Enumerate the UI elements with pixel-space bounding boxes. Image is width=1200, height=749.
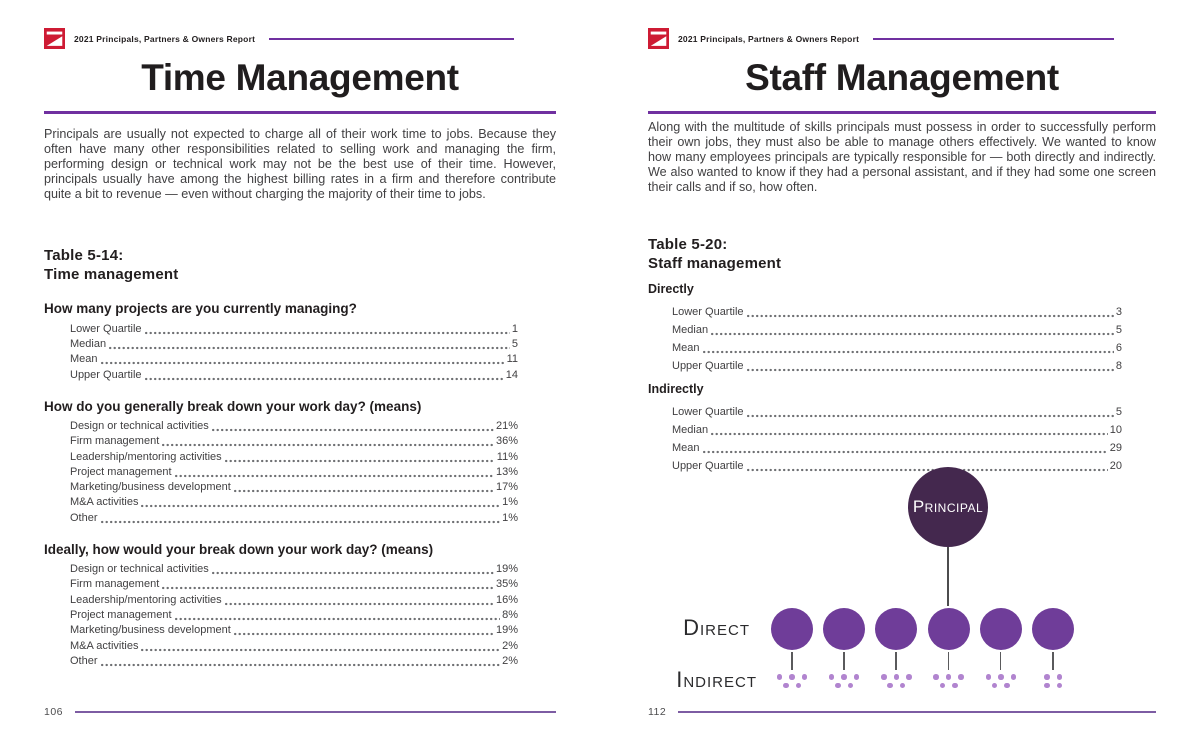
table-label: Table 5-14: xyxy=(44,247,124,265)
dot-leader xyxy=(212,570,494,575)
stat-value: 5 xyxy=(1115,405,1122,418)
stat-value: 36% xyxy=(495,435,518,448)
stat-label: Upper Quartile xyxy=(70,368,142,381)
indirect-cluster xyxy=(775,674,809,688)
indirect-cluster xyxy=(879,674,913,688)
brand-logo-icon xyxy=(648,28,669,49)
table-heading xyxy=(44,246,556,284)
stat-row xyxy=(70,320,518,335)
stat-row xyxy=(672,301,1122,319)
indirect-dot xyxy=(777,674,783,680)
dot-leader xyxy=(747,313,1114,318)
dot-leader xyxy=(101,662,501,667)
dot-leader xyxy=(141,647,500,652)
stat-value: 8% xyxy=(502,608,518,621)
report-brand: 2021 Principals, Partners & Owners Report xyxy=(678,33,860,44)
table-heading xyxy=(648,235,1156,273)
connector-line xyxy=(843,652,845,670)
dot-leader xyxy=(225,458,495,463)
stat-value: 11 xyxy=(506,353,518,366)
stat-value: 1 xyxy=(511,322,518,335)
stat-row xyxy=(70,653,518,668)
stat-value: 1% xyxy=(502,496,518,509)
stat-value: 5 xyxy=(511,338,518,351)
indirect-dot xyxy=(992,683,998,689)
indirect-dot xyxy=(906,674,912,680)
stat-label: Other xyxy=(70,511,98,524)
dot-leader xyxy=(162,585,494,590)
indirect-cluster xyxy=(1036,674,1070,688)
direct-label: Direct xyxy=(683,615,750,640)
stat-label: Median xyxy=(70,338,107,351)
question-section xyxy=(44,541,556,668)
stat-label: Marketing/business development xyxy=(70,481,231,494)
connector-line xyxy=(895,652,897,670)
stat-value: 6 xyxy=(1115,342,1122,355)
stat-row xyxy=(672,337,1122,355)
stat-row xyxy=(672,355,1122,373)
direct-node xyxy=(823,608,865,650)
stat-label: Mean xyxy=(672,342,700,355)
indirect-dot xyxy=(796,683,802,689)
stat-row xyxy=(70,637,518,652)
intro-paragraph: Along with the multitude of skills principals must possess in order to successfully perform their own jobs, they must also be able to manage others effectively. We wanted to know how many employees principals are typically responsible for — both directly and indirectly. We also wanted to know if they had a personal assistant, and if they had some one screen their calls and if so, how often. xyxy=(648,120,1156,195)
indirect-dot xyxy=(952,683,958,689)
dot-leader xyxy=(711,431,1108,436)
stat-row xyxy=(672,401,1122,419)
stat-value: 19% xyxy=(495,563,518,576)
dot-leader xyxy=(101,519,501,524)
stat-value: 16% xyxy=(495,593,518,606)
stat-value: 21% xyxy=(495,419,518,432)
stat-value: 2% xyxy=(502,654,518,667)
indirect-label: Indirect xyxy=(676,667,757,692)
stat-row xyxy=(70,622,518,637)
table-name: Staff management xyxy=(648,255,782,273)
indirect-dot xyxy=(986,674,992,680)
stat-value: 2% xyxy=(502,639,518,652)
indirect-dot xyxy=(900,683,906,689)
stat-value: 13% xyxy=(495,465,518,478)
table-label: Table 5-20: xyxy=(648,236,728,254)
stat-value: 10 xyxy=(1109,423,1122,436)
stat-label: Leadership/mentoring activities xyxy=(70,593,222,606)
page-number: 106 xyxy=(44,706,64,718)
stat-label: Firm management xyxy=(70,435,160,448)
header-rule xyxy=(269,38,514,40)
indirect-dot xyxy=(894,674,900,680)
stat-row xyxy=(70,607,518,622)
dot-leader xyxy=(101,360,505,365)
intro-paragraph: Principals are usually not expected to charge all of their work time to jobs. Because they often have many other responsibilities related to selling work and managing the firm, performing design or technical work may not be the best use of their time. However, principals usually have among the highest billing rates in a firm and therefore contribute quite a bit to revenue — even without charging the majority of their time to jobs. xyxy=(44,127,556,202)
dot-leader xyxy=(141,503,500,508)
stat-row xyxy=(70,433,518,448)
indirect-dot xyxy=(829,674,835,680)
stat-row xyxy=(672,319,1122,337)
connector-line xyxy=(791,652,793,670)
question-heading: Ideally, how would your break down your work day? (means) xyxy=(44,541,434,557)
question-heading: How many projects are you currently managing? xyxy=(44,301,357,317)
stat-value: 17% xyxy=(495,481,518,494)
dot-leader xyxy=(747,413,1114,418)
stat-row xyxy=(70,576,518,591)
stat-label: Project management xyxy=(70,465,172,478)
stat-label: M&A activities xyxy=(70,639,139,652)
stat-label: Leadership/mentoring activities xyxy=(70,450,222,463)
indirect-dot xyxy=(841,674,847,680)
stat-row xyxy=(70,448,518,463)
dot-leader xyxy=(747,367,1114,372)
indirect-cluster xyxy=(827,674,861,688)
stat-row xyxy=(70,561,518,576)
org-diagram xyxy=(600,459,1200,712)
stat-label: Upper Quartile xyxy=(672,360,744,373)
stat-label: Median xyxy=(672,423,709,436)
stat-label: Design or technical activities xyxy=(70,419,209,432)
direct-node xyxy=(980,608,1022,650)
principal-label: Principal xyxy=(912,497,984,516)
indirect-dot xyxy=(848,683,854,689)
page-header xyxy=(648,0,1156,49)
indirect-dot xyxy=(854,674,860,680)
stat-value: 5 xyxy=(1115,324,1122,337)
question-section xyxy=(44,300,556,381)
stat-label: Mean xyxy=(70,353,98,366)
dot-leader xyxy=(109,345,510,350)
title-rule xyxy=(44,111,556,114)
indirect-dot xyxy=(1044,683,1050,689)
stat-row xyxy=(70,366,518,381)
indirect-dot xyxy=(887,683,893,689)
title-rule xyxy=(648,111,1156,114)
stat-label: Firm management xyxy=(70,578,160,591)
indirect-dot xyxy=(1057,674,1063,680)
page-staff-management xyxy=(600,0,1200,749)
dot-leader xyxy=(225,601,494,606)
dot-leader xyxy=(145,376,504,381)
direct-node xyxy=(771,608,813,650)
stat-value: 8 xyxy=(1115,360,1122,373)
brand-logo-icon xyxy=(44,28,65,49)
question-heading: How do you generally break down your work day? (means) xyxy=(44,398,422,414)
stat-row xyxy=(672,419,1122,437)
group-heading: Directly xyxy=(648,282,694,297)
group-indirectly xyxy=(648,381,1156,473)
connector-line xyxy=(1052,652,1054,670)
stat-label: Mean xyxy=(672,441,700,454)
footer-rule xyxy=(678,711,1156,713)
stat-label: Lower Quartile xyxy=(672,306,744,319)
indirect-cluster xyxy=(984,674,1018,688)
stat-label: Upper Quartile xyxy=(672,459,744,472)
indirect-dot xyxy=(1044,674,1050,680)
dot-leader xyxy=(234,631,494,636)
stat-value: 11% xyxy=(496,450,518,463)
stat-label: Marketing/business development xyxy=(70,624,231,637)
table-name: Time management xyxy=(44,266,179,284)
indirect-dot xyxy=(946,674,952,680)
report-brand: 2021 Principals, Partners & Owners Report xyxy=(74,33,256,44)
stat-label: Lower Quartile xyxy=(672,405,744,418)
dot-leader xyxy=(162,442,494,447)
stat-value: 19% xyxy=(495,624,518,637)
indirect-dot xyxy=(1057,683,1063,689)
dot-leader xyxy=(703,449,1108,454)
stat-value: 29 xyxy=(1109,441,1122,454)
indirect-dot xyxy=(1004,683,1010,689)
header-rule xyxy=(873,38,1114,40)
stat-value: 35% xyxy=(495,578,518,591)
indirect-dot xyxy=(783,683,789,689)
stat-value: 3 xyxy=(1115,306,1122,319)
stat-value: 20 xyxy=(1109,459,1122,472)
group-directly xyxy=(648,281,1156,373)
indirect-dot xyxy=(789,674,795,680)
dot-leader xyxy=(711,331,1114,336)
page-title: Staff Management xyxy=(745,57,1059,98)
stat-label: Lower Quartile xyxy=(70,322,142,335)
stat-row xyxy=(70,336,518,351)
dot-leader xyxy=(145,330,510,335)
dot-leader xyxy=(703,349,1114,354)
dot-leader xyxy=(212,427,494,432)
connector-line xyxy=(1000,652,1002,670)
group-heading: Indirectly xyxy=(648,382,704,397)
connector-line xyxy=(948,652,950,670)
indirect-dot xyxy=(933,674,939,680)
footer-rule xyxy=(75,711,556,713)
stat-row xyxy=(70,464,518,479)
stat-row xyxy=(672,437,1122,455)
stat-row xyxy=(70,418,518,433)
page-title: Time Management xyxy=(141,57,459,98)
connector-line xyxy=(947,547,949,606)
stat-row xyxy=(70,591,518,606)
indirect-dot xyxy=(835,683,841,689)
indirect-dot xyxy=(958,674,964,680)
page-number: 112 xyxy=(648,706,667,718)
dot-leader xyxy=(175,473,494,478)
stat-label: Design or technical activities xyxy=(70,563,209,576)
indirect-dot xyxy=(998,674,1004,680)
indirect-cluster xyxy=(932,674,966,688)
dot-leader xyxy=(234,488,494,493)
stat-value: 1% xyxy=(502,511,518,524)
page-footer xyxy=(648,706,1156,718)
indirect-dot xyxy=(940,683,946,689)
page-header xyxy=(44,0,556,49)
direct-node xyxy=(875,608,917,650)
stat-value: 14 xyxy=(505,368,518,381)
stat-row xyxy=(70,494,518,509)
direct-node xyxy=(928,608,970,650)
direct-node xyxy=(1032,608,1074,650)
question-section xyxy=(44,398,556,525)
principal-node xyxy=(908,467,988,547)
stat-label: Median xyxy=(672,324,709,337)
stat-label: M&A activities xyxy=(70,496,139,509)
indirect-dot xyxy=(1011,674,1017,680)
stat-row xyxy=(70,351,518,366)
dot-leader xyxy=(175,616,501,621)
stat-label: Other xyxy=(70,654,98,667)
stat-label: Project management xyxy=(70,608,172,621)
indirect-dot xyxy=(802,674,808,680)
indirect-dot xyxy=(881,674,887,680)
stat-row xyxy=(70,479,518,494)
stat-row xyxy=(70,509,518,524)
page-footer xyxy=(44,706,556,718)
